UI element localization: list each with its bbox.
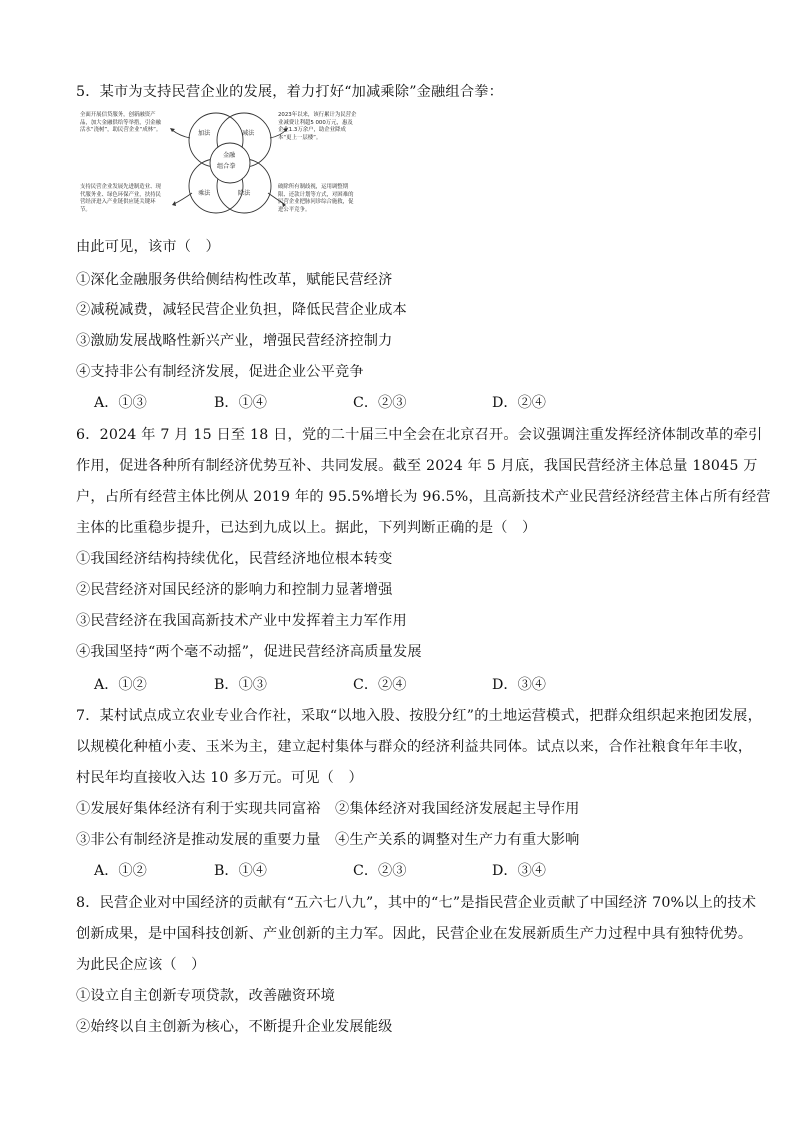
- q6-stem-line-2: 作用，促进各种所有制经济优势互补、共同发展。截至 2024 年 5 月底，我国民营经济主体总量 18045 万: [76, 458, 758, 474]
- q6-option-a[interactable]: A．①②: [94, 677, 147, 693]
- q8-item-1: ①设立自主创新专项贷款，改善融资环境: [76, 988, 335, 1004]
- q6-option-d[interactable]: D．③④: [492, 677, 546, 693]
- q7-item-row-1: ①发展好集体经济有利于实现共同富裕 ②集体经济对我国经济发展起主导作用: [76, 801, 580, 817]
- q5-item-4: ④支持非公有制经济发展，促进企业公平竞争: [76, 364, 364, 380]
- q5-stem: 5．某市为支持民营企业的发展，着力打好“加减乘除”金融组合拳：: [76, 84, 503, 100]
- q5-item-2: ②减税减费，减轻民营企业负担，降低民营企业成本: [76, 302, 407, 318]
- label-center-2: 组合拳: [217, 163, 236, 170]
- note-bottom-left: 支持民营企业发展先进制造业、现代服务业、绿色环保产业，扶持民营经济进入产业链供应链关键环节。: [80, 184, 161, 213]
- q5-option-c[interactable]: C．②③: [353, 395, 407, 411]
- q7-stem-line-2: 以规模化种植小麦、玉米为主，建立起村集体与群众的经济利益共同体。试点以来，合作社粮食年年丰收，: [76, 739, 753, 755]
- q7-option-a[interactable]: A．①②: [94, 863, 147, 879]
- q5-option-b[interactable]: B．①④: [214, 395, 267, 411]
- q5-option-d[interactable]: D．②④: [492, 395, 546, 411]
- note-top-left: 全面开展信贷服务，创新融资产品，加大金融供给等举措，引金融活水“浇树”，助民营企业“成林”。: [80, 112, 162, 133]
- label-center-1: 金融: [223, 152, 236, 159]
- q6-item-1: ①我国经济结构持续优化，民营经济地位根本转变: [76, 551, 393, 567]
- q6-stem-line-1: 6．2024 年 7 月 15 日至 18 日，党的二十届三中全会在北京召开。会议强调注重发挥经济体制改革的牵引: [76, 427, 763, 443]
- q8-stem-line-3: 为此民企应该（ ）: [76, 957, 206, 973]
- q6-option-c[interactable]: C．②④: [353, 677, 407, 693]
- q7-item-row-2: ③非公有制经济是推动发展的重要力量 ④生产关系的调整对生产力有重大影响: [76, 832, 580, 848]
- q7-option-d[interactable]: D．③④: [492, 863, 546, 879]
- label-sub: 减法: [242, 130, 255, 137]
- q5-option-a[interactable]: A．①③: [94, 395, 147, 411]
- q7-stem-line-3: 村民年均直接收入达 10 多万元。可见（ ）: [76, 770, 363, 786]
- q5-item-3: ③激励发展战略性新兴产业，增强民营经济控制力: [76, 333, 393, 349]
- label-mul: 乘法: [198, 190, 211, 197]
- arrow-tl: [172, 130, 190, 138]
- q8-item-2: ②始终以自主创新为核心，不断提升企业发展能级: [76, 1019, 393, 1035]
- q7-option-c[interactable]: C．②③: [353, 863, 407, 879]
- q6-item-2: ②民营经济对国民经济的影响力和控制力显著增强: [76, 582, 393, 598]
- arrow-bl: [174, 193, 192, 204]
- q5-lead: 由此可见，该市（ ）: [76, 239, 220, 255]
- q5-item-1: ①深化金融服务供给侧结构性改革，赋能民营经济: [76, 272, 393, 288]
- q6-item-3: ③民营经济在我国高新技术产业中发挥着主力军作用: [76, 613, 407, 629]
- note-bottom-right: 破除所有制歧视，运用调整期限、还款计划等方式，对困难的民营企业把脉问诊综合施救，促进公平竞争。: [278, 184, 354, 213]
- label-add: 加法: [198, 130, 211, 137]
- q7-stem-line-1: 7．某村试点成立农业专业合作社，采取“以地入股、按股分红”的土地运营模式，把群众组织起来抱团发展，: [76, 708, 762, 724]
- label-div: 除法: [238, 190, 251, 197]
- q6-stem-line-4: 主体的比重稳步提升，已达到九成以上。据此，下列判断正确的是（ ）: [76, 520, 537, 536]
- q6-item-4: ④我国坚持“两个毫不动摇”，促进民营经济高质量发展: [76, 644, 422, 660]
- q6-stem-line-3: 户，占所有经营主体比例从 2019 年的 95.5%增长为 96.5%，且高新技术产业民营经济经营主体占所有经营: [76, 489, 771, 505]
- note-top-right: 2023年以来，该行累计为民营企业减费让利超5 000万元，惠及企业1.3万余户，助企业降成本“更上一层楼”。: [278, 112, 357, 141]
- q8-stem-line-2: 创新成果，是中国科技创新、产业创新的主力军。因此，民营企业在发展新质生产力过程中具有独特优势。: [76, 926, 753, 942]
- q5-diagram: [80, 108, 356, 230]
- q7-option-b[interactable]: B．①④: [214, 863, 267, 879]
- q8-stem-line-1: 8．民营企业对中国经济的贡献有“五六七八九”，其中的“七”是指民营企业贡献了中国经济 70%以上的技术: [76, 895, 757, 911]
- q6-option-b[interactable]: B．①③: [214, 677, 267, 693]
